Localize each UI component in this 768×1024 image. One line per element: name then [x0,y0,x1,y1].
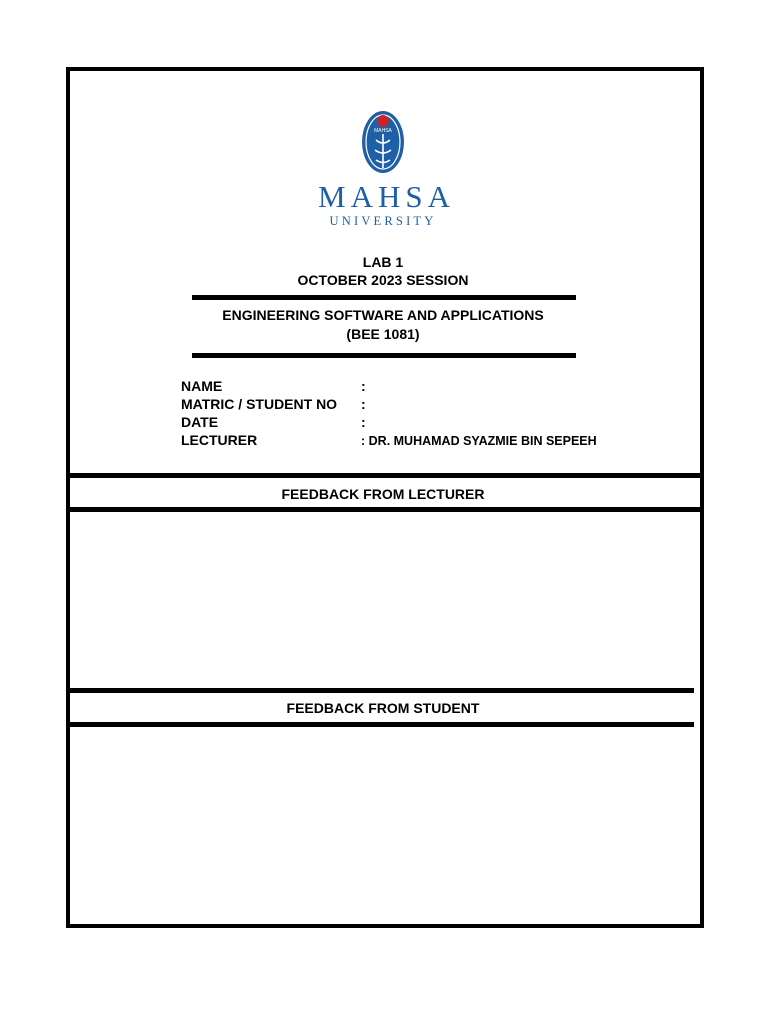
date-label: DATE [181,414,219,430]
matric-colon: : [361,396,366,412]
matric-label: MATRIC / STUDENT NO [181,396,338,412]
section-divider [66,722,694,727]
student-feedback-title: FEEDBACK FROM STUDENT [286,700,480,716]
course-code: (BEE 1081) [346,326,420,342]
section-divider [66,507,700,512]
logo-subtitle: UNIVERSITY [329,214,437,228]
lecturer-value: : DR. MUHAMAD SYAZMIE BIN SEPEEH [361,434,597,448]
section-divider [66,473,700,478]
university-logo [318,108,455,228]
lecturer-label: LECTURER [181,432,258,448]
university-crest-icon [318,108,448,180]
logo-name: MAHSA [318,179,455,214]
lab-title: LAB 1 [362,254,404,270]
section-divider [66,688,694,693]
course-title: ENGINEERING SOFTWARE AND APPLICATIONS [222,307,544,323]
name-colon: : [361,378,366,394]
crest-text: MAHSA [374,128,392,134]
lecturer-feedback-title: FEEDBACK FROM LECTURER [281,486,485,502]
session-title: OCTOBER 2023 SESSION [297,272,469,288]
name-label: NAME [181,378,223,394]
bottom-rule [192,353,576,358]
top-rule [192,295,576,300]
date-colon: : [361,414,366,430]
